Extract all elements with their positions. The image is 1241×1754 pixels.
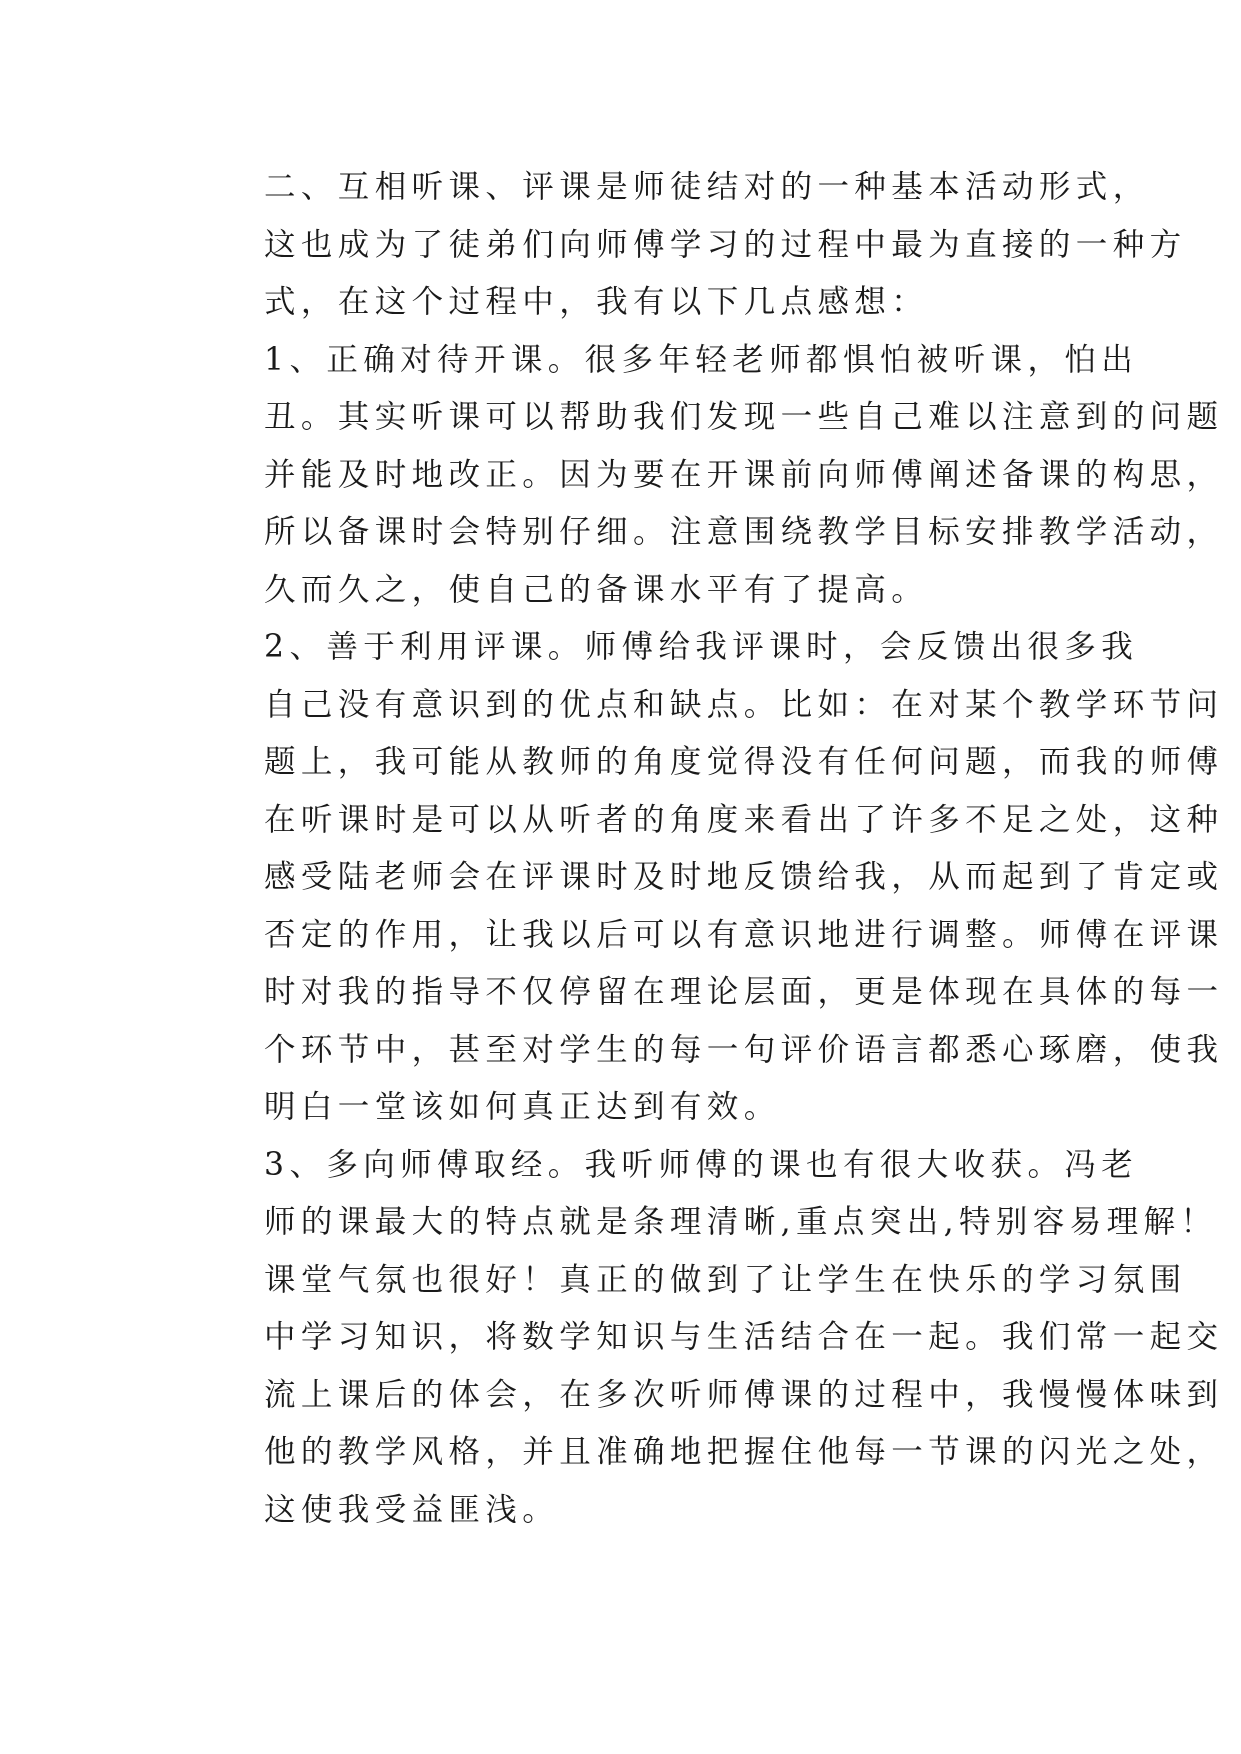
text-line: 1、正确对待开课。很多年轻老师都惧怕被听课，怕出: [264, 341, 1139, 378]
text-line: 流上课后的体会，在多次听师傅课的过程中，我慢慢体味到: [264, 1376, 1224, 1413]
document-page: [192, 159, 1224, 1539]
paragraph-point-3: [192, 1137, 1224, 1540]
text-line: 自己没有意识到的优点和缺点。比如：在对某个教学环节问: [264, 686, 1224, 723]
text-line: 2、善于利用评课。师傅给我评课时，会反馈出很多我: [264, 629, 1139, 665]
paragraph-point-2: [192, 619, 1224, 1137]
text-line: 所以备课时会特别仔细。注意围绕教学目标安排教学活动，: [264, 514, 1224, 550]
text-line: 个环节中，甚至对学生的每一句评价语言都悉心琢磨，使我: [264, 1031, 1224, 1068]
paragraph-intro: [192, 159, 1187, 332]
text-line: 并能及时地改正。因为要在开课前向师傅阐述备课的构思，: [264, 456, 1224, 493]
text-line: 在听课时是可以从听者的角度来看出了许多不足之处，这种: [264, 801, 1224, 838]
paragraph-point-1: [192, 332, 1224, 620]
text-line: 课堂气氛也很好！真正的做到了让学生在快乐的学习氛围: [264, 1261, 1187, 1298]
text-line: 否定的作用，让我以后可以有意识地进行调整。师傅在评课: [264, 916, 1224, 953]
text-line: 他的教学风格，并且准确地把握住他每一节课的闪光之处，: [264, 1434, 1224, 1470]
text-line: 明白一堂该如何真正达到有效。: [264, 1089, 781, 1125]
text-line: 师的课最大的特点就是条理清晰,重点突出,特别容易理解！: [264, 1204, 1218, 1240]
text-line: 二、互相听课、评课是师徒结对的一种基本活动形式，: [264, 169, 1150, 205]
text-line: 3、多向师傅取经。我听师傅的课也有很大收获。冯老: [264, 1146, 1139, 1183]
text-line: 感受陆老师会在评课时及时地反馈给我，从而起到了肯定或: [264, 859, 1224, 895]
text-line: 中学习知识，将数学知识与生活结合在一起。我们常一起交: [264, 1319, 1224, 1355]
text-line: 题上，我可能从教师的角度觉得没有任何问题，而我的师傅: [264, 744, 1224, 780]
text-line: 时对我的指导不仅停留在理论层面，更是体现在具体的每一: [264, 974, 1224, 1010]
text-line: 这也成为了徒弟们向师傅学习的过程中最为直接的一种方: [264, 226, 1187, 263]
text-line: 丑。其实听课可以帮助我们发现一些自己难以注意到的问题: [264, 399, 1224, 435]
text-line: 式，在这个过程中，我有以下几点感想：: [264, 284, 929, 320]
text-line: 这使我受益匪浅。: [264, 1491, 560, 1528]
text-line: 久而久之，使自己的备课水平有了提高。: [264, 571, 929, 608]
